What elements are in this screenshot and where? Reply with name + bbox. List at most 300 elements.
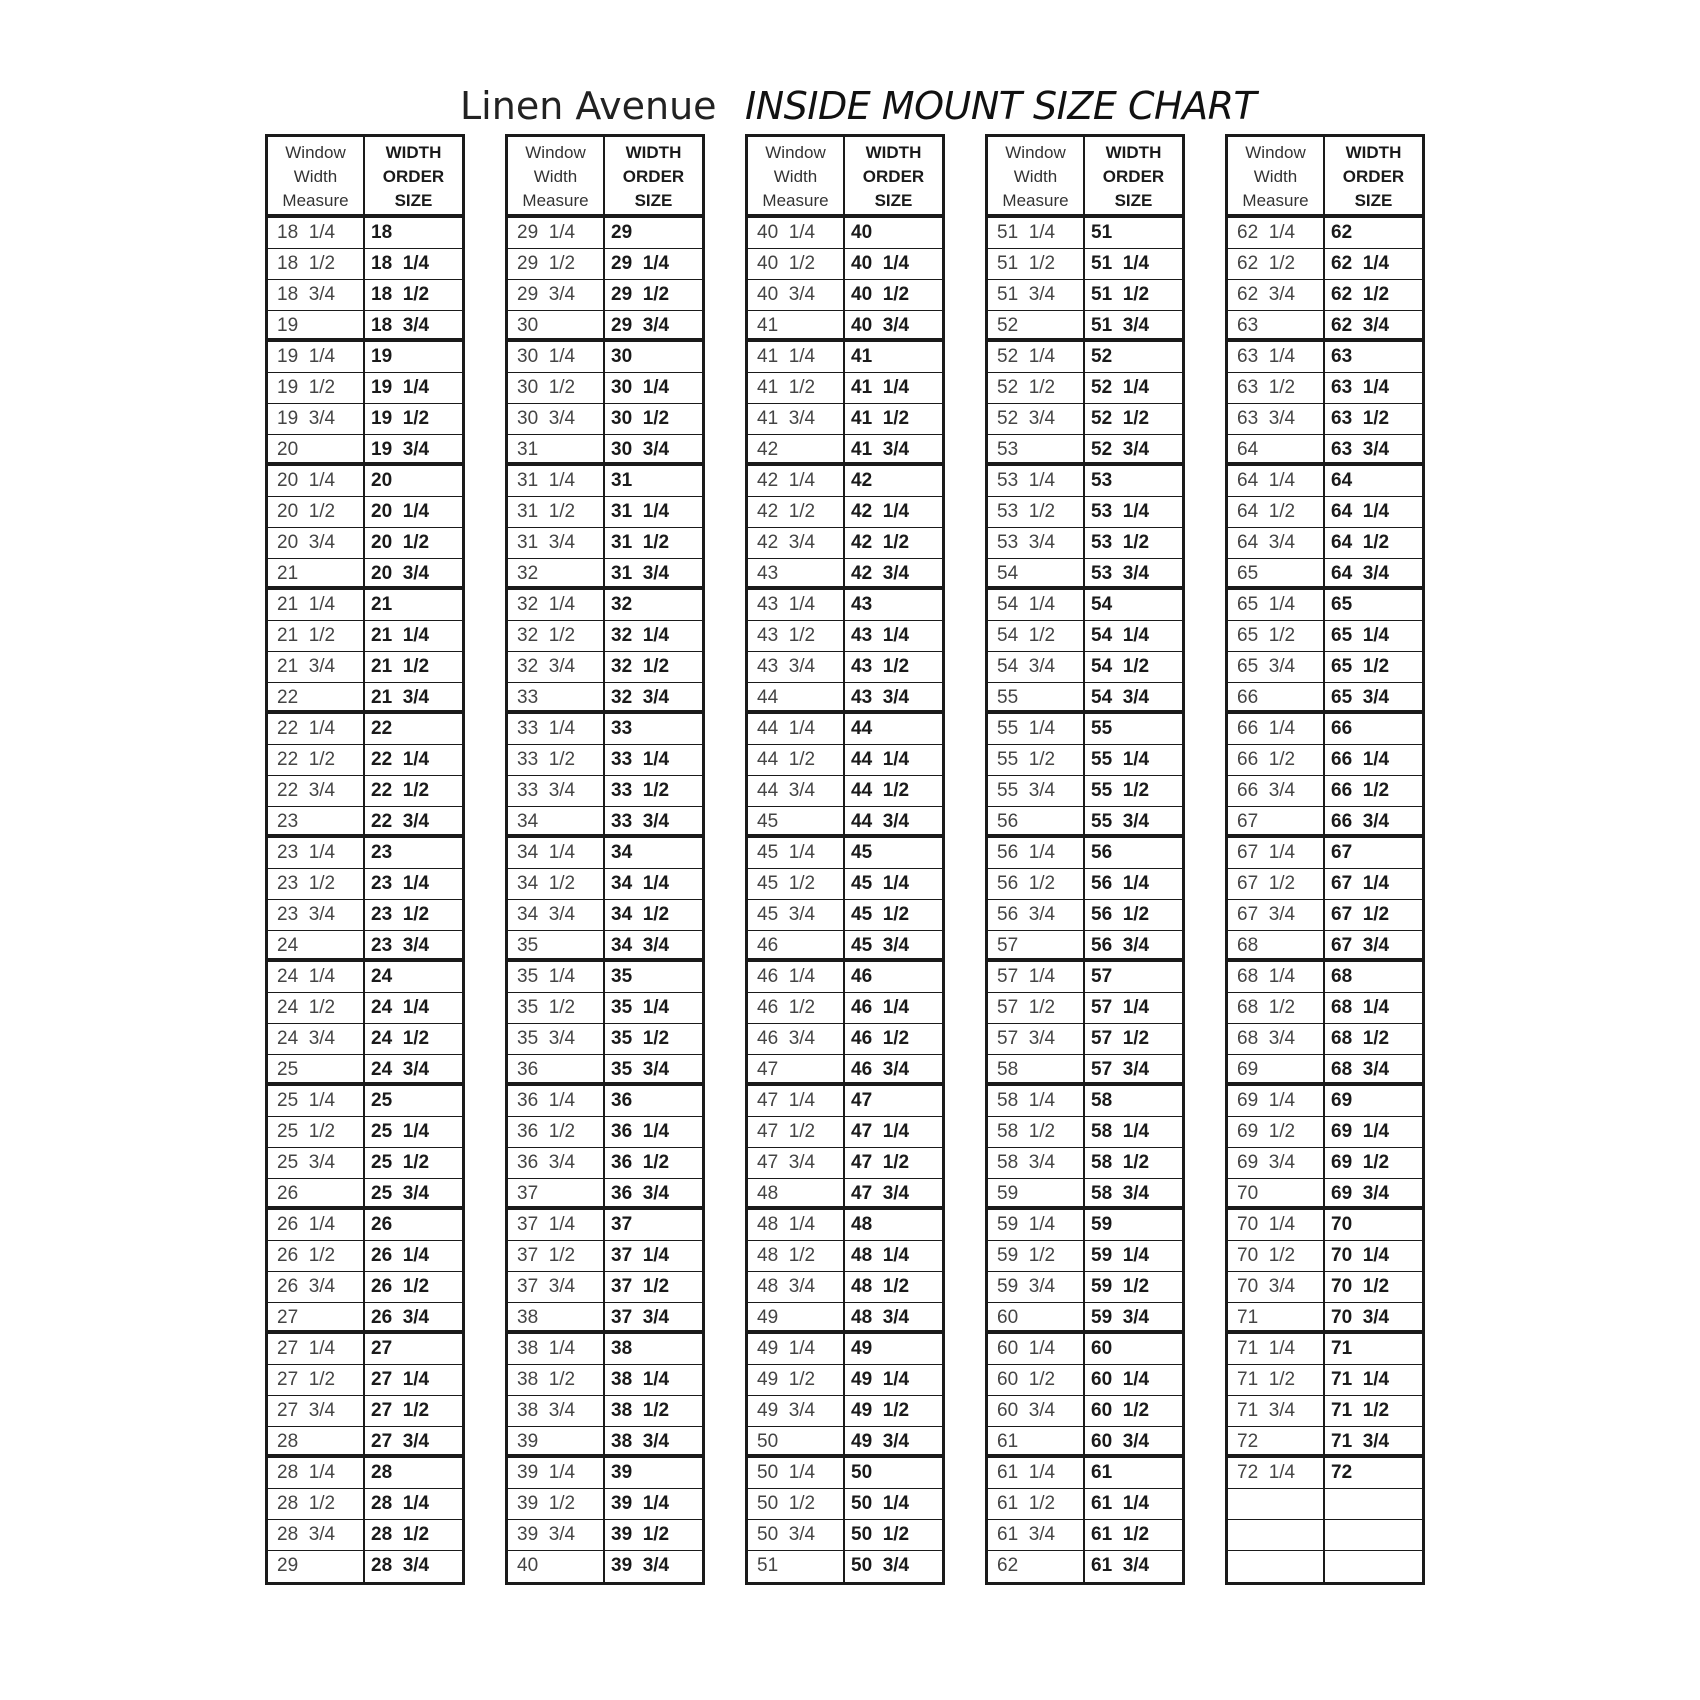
width-order-size-cell: 62 1/4: [1331, 253, 1390, 274]
window-width-measure-cell: 40: [508, 1551, 605, 1582]
window-width-measure-cell: 63 1/4: [1228, 342, 1325, 372]
width-order-size-cell: 61 1/2: [1091, 1524, 1150, 1545]
width-order-size-cell: 47 3/4: [851, 1183, 910, 1204]
window-width-measure-cell: 29 1/2: [508, 249, 605, 279]
table-row: [988, 1365, 1182, 1396]
width-order-size-cell: 27 1/4: [371, 1369, 430, 1390]
width-order-size-cell: 22 3/4: [371, 811, 430, 832]
width-order-size-cell: 45 3/4: [851, 935, 910, 956]
table-row: [268, 683, 462, 714]
table-row: [988, 342, 1182, 373]
window-width-measure-cell: 66: [1228, 683, 1325, 710]
window-width-measure-cell: 55 1/2: [988, 745, 1085, 775]
width-order-size-cell: 30 1/2: [611, 408, 670, 429]
table-row: [268, 466, 462, 497]
width-order-size-cell: 59 1/4: [1091, 1245, 1150, 1266]
table-row: [508, 404, 702, 435]
width-order-size-cell: 37 1/4: [611, 1245, 670, 1266]
width-order-size-cell: 24 1/2: [371, 1028, 430, 1049]
table-row: [508, 962, 702, 993]
window-width-measure-cell: 23 1/4: [268, 838, 365, 868]
table-row: [268, 807, 462, 838]
chart-title-bar: [0, 84, 1700, 134]
width-order-size-cell: 69 1/2: [1331, 1152, 1390, 1173]
table-row: [1228, 1024, 1422, 1055]
window-width-measure-cell: 31: [508, 435, 605, 462]
window-width-measure-cell: 24: [268, 931, 365, 958]
window-width-measure-cell: 39 1/2: [508, 1489, 605, 1519]
table-row: [268, 497, 462, 528]
table-row: [988, 776, 1182, 807]
width-order-size-cell: 30: [611, 346, 633, 367]
width-order-size-cell: 25 3/4: [371, 1183, 430, 1204]
width-order-size-cell: 39 1/4: [611, 1493, 670, 1514]
width-order-size-cell: 71 3/4: [1331, 1431, 1390, 1452]
width-order-size-cell: 28 1/2: [371, 1524, 430, 1545]
table-row: [508, 1520, 702, 1551]
table-row: [268, 342, 462, 373]
table-row: [988, 621, 1182, 652]
width-order-size-cell: 52 3/4: [1091, 439, 1150, 460]
window-width-measure-cell: 37 1/2: [508, 1241, 605, 1271]
width-order-size-cell: 57 1/2: [1091, 1028, 1150, 1049]
table-row: [1228, 497, 1422, 528]
width-order-size-cell: 42 1/4: [851, 501, 910, 522]
window-width-measure-cell: 49 1/2: [748, 1365, 845, 1395]
width-order-size-cell: 34 1/2: [611, 904, 670, 925]
table-row: [508, 652, 702, 683]
table-row: [1228, 1520, 1422, 1551]
width-order-size-cell: 55 1/4: [1091, 749, 1150, 770]
width-order-size-cell: 53 1/2: [1091, 532, 1150, 553]
window-width-measure-cell: 18 1/2: [268, 249, 365, 279]
table-row: [748, 869, 942, 900]
window-width-measure-cell: 58 3/4: [988, 1148, 1085, 1178]
table-row: [268, 1179, 462, 1210]
window-width-measure-cell: 29: [268, 1551, 365, 1582]
table-row: [1228, 435, 1422, 466]
window-width-measure-cell: 66 3/4: [1228, 776, 1325, 806]
header-line: WIDTH: [865, 143, 922, 162]
window-width-measure-cell: 42 1/2: [748, 497, 845, 527]
table-row: [508, 931, 702, 962]
table-header: [988, 137, 1182, 218]
width-order-size-cell: 34 1/4: [611, 873, 670, 894]
width-order-size-cell: 63 1/4: [1331, 377, 1390, 398]
window-width-measure-header: [1228, 137, 1325, 214]
table-row: [268, 745, 462, 776]
table-row: [988, 311, 1182, 342]
width-order-size-cell: 64 3/4: [1331, 563, 1390, 584]
width-order-size-cell: 66 1/2: [1331, 780, 1390, 801]
width-order-size-cell: 27: [371, 1338, 393, 1359]
table-row: [748, 714, 942, 745]
table-row: [268, 1117, 462, 1148]
window-width-measure-cell: 41: [748, 311, 845, 338]
width-order-size-cell: 20 1/4: [371, 501, 430, 522]
window-width-measure-cell: 40 1/4: [748, 218, 845, 248]
table-row: [268, 1396, 462, 1427]
window-width-measure-cell: 71 3/4: [1228, 1396, 1325, 1426]
width-order-size-cell: 63 3/4: [1331, 439, 1390, 460]
width-order-size-cell: 57: [1091, 966, 1113, 987]
window-width-measure-cell: 60 1/4: [988, 1334, 1085, 1364]
window-width-measure-cell: 53 3/4: [988, 528, 1085, 558]
width-order-size-cell: 31 1/4: [611, 501, 670, 522]
window-width-measure-cell: 68 1/2: [1228, 993, 1325, 1023]
table-header: [268, 137, 462, 218]
table-row: [988, 869, 1182, 900]
table-row: [508, 869, 702, 900]
table-row: [748, 280, 942, 311]
window-width-measure-cell: 59 3/4: [988, 1272, 1085, 1302]
width-order-size-cell: 18: [371, 222, 393, 243]
width-order-size-header: [1085, 137, 1182, 214]
table-row: [748, 1458, 942, 1489]
width-order-size-cell: 19: [371, 346, 393, 367]
table-row: [1228, 807, 1422, 838]
width-order-size-cell: 56 1/4: [1091, 873, 1150, 894]
window-width-measure-cell: 26 1/2: [268, 1241, 365, 1271]
window-width-measure-cell: 56 1/4: [988, 838, 1085, 868]
width-order-size-cell: 37 3/4: [611, 1307, 670, 1328]
width-order-size-header: [1325, 137, 1422, 214]
width-order-size-cell: 45 1/4: [851, 873, 910, 894]
window-width-measure-cell: 46 1/4: [748, 962, 845, 992]
window-width-measure-cell: 50 1/4: [748, 1458, 845, 1488]
window-width-measure-cell: 33 3/4: [508, 776, 605, 806]
window-width-measure-cell: 32 1/2: [508, 621, 605, 651]
width-order-size-cell: 40 3/4: [851, 315, 910, 336]
window-width-measure-cell: 60 1/2: [988, 1365, 1085, 1395]
window-width-measure-cell: 64 3/4: [1228, 528, 1325, 558]
window-width-measure-cell: 61 3/4: [988, 1520, 1085, 1550]
table-row: [748, 1210, 942, 1241]
window-width-measure-cell: 20 1/2: [268, 497, 365, 527]
header-line: Window: [525, 143, 586, 162]
window-width-measure-cell: 23 3/4: [268, 900, 365, 930]
width-order-size-cell: 36: [611, 1090, 633, 1111]
window-width-measure-cell: 52: [988, 311, 1085, 338]
window-width-measure-cell: 51 1/2: [988, 249, 1085, 279]
window-width-measure-cell: 32 3/4: [508, 652, 605, 682]
table-row: [508, 1210, 702, 1241]
window-width-measure-cell: [1228, 1489, 1325, 1519]
width-order-size-cell: 32 3/4: [611, 687, 670, 708]
table-row: [988, 218, 1182, 249]
table-row: [748, 621, 942, 652]
window-width-measure-cell: 38 3/4: [508, 1396, 605, 1426]
width-order-size-cell: 49: [851, 1338, 873, 1359]
table-row: [748, 311, 942, 342]
window-width-measure-cell: 43 3/4: [748, 652, 845, 682]
header-line: Window: [1005, 143, 1066, 162]
width-order-size-cell: 51: [1091, 222, 1113, 243]
table-row: [988, 993, 1182, 1024]
width-order-size-cell: 47: [851, 1090, 873, 1111]
width-order-size-cell: 62: [1331, 222, 1353, 243]
table-row: [508, 993, 702, 1024]
window-width-measure-cell: 22 1/2: [268, 745, 365, 775]
table-row: [508, 311, 702, 342]
width-order-size-cell: 67 1/4: [1331, 873, 1390, 894]
width-order-size-cell: 30 1/4: [611, 377, 670, 398]
width-order-size-cell: 21: [371, 594, 393, 615]
window-width-measure-cell: 65 1/4: [1228, 590, 1325, 620]
window-width-measure-cell: 62 1/4: [1228, 218, 1325, 248]
header-line: ORDER: [1102, 167, 1165, 186]
table-row: [748, 1272, 942, 1303]
width-order-size-cell: 33: [611, 718, 633, 739]
window-width-measure-cell: 26 1/4: [268, 1210, 365, 1240]
table-row: [508, 590, 702, 621]
table-row: [1228, 900, 1422, 931]
width-order-size-cell: 19 1/2: [371, 408, 430, 429]
table-row: [988, 1551, 1182, 1582]
window-width-measure-cell: 69 1/2: [1228, 1117, 1325, 1147]
width-order-size-cell: 37 1/2: [611, 1276, 670, 1297]
table-row: [748, 931, 942, 962]
width-order-size-cell: 35 1/4: [611, 997, 670, 1018]
window-width-measure-cell: 48 3/4: [748, 1272, 845, 1302]
window-width-measure-cell: 30 1/2: [508, 373, 605, 403]
width-order-size-cell: 44 1/4: [851, 749, 910, 770]
table-row: [1228, 1458, 1422, 1489]
window-width-measure-cell: 31 3/4: [508, 528, 605, 558]
width-order-size-cell: 62 1/2: [1331, 284, 1390, 305]
window-width-measure-cell: 30: [508, 311, 605, 338]
width-order-size-cell: 50 3/4: [851, 1555, 910, 1576]
table-row: [748, 1148, 942, 1179]
window-width-measure-cell: 44 1/2: [748, 745, 845, 775]
window-width-measure-cell: 59 1/2: [988, 1241, 1085, 1271]
width-order-size-cell: 60 3/4: [1091, 1431, 1150, 1452]
table-row: [268, 1086, 462, 1117]
width-order-size-cell: 40 1/2: [851, 284, 910, 305]
width-order-size-cell: 25: [371, 1090, 393, 1111]
table-row: [508, 373, 702, 404]
size-table: [505, 134, 705, 1585]
window-width-measure-cell: 30 1/4: [508, 342, 605, 372]
width-order-size-cell: 35: [611, 966, 633, 987]
width-order-size-cell: 31: [611, 470, 633, 491]
width-order-size-cell: 55 1/2: [1091, 780, 1150, 801]
table-row: [988, 1520, 1182, 1551]
width-order-size-cell: 47 1/4: [851, 1121, 910, 1142]
table-row: [508, 714, 702, 745]
window-width-measure-cell: 20 1/4: [268, 466, 365, 496]
width-order-size-cell: 57 3/4: [1091, 1059, 1150, 1080]
table-row: [1228, 1334, 1422, 1365]
window-width-measure-cell: 25: [268, 1055, 365, 1082]
width-order-size-cell: 64 1/4: [1331, 501, 1390, 522]
width-order-size-cell: 40: [851, 222, 873, 243]
table-row: [268, 1055, 462, 1086]
width-order-size-cell: 57 1/4: [1091, 997, 1150, 1018]
table-row: [508, 466, 702, 497]
window-width-measure-cell: 62 3/4: [1228, 280, 1325, 310]
width-order-size-header: [365, 137, 462, 214]
width-order-size-cell: 58: [1091, 1090, 1113, 1111]
width-order-size-cell: 70 3/4: [1331, 1307, 1390, 1328]
table-row: [1228, 1427, 1422, 1458]
width-order-size-cell: 35 3/4: [611, 1059, 670, 1080]
width-order-size-cell: 41: [851, 346, 873, 367]
window-width-measure-cell: 29 1/4: [508, 218, 605, 248]
table-row: [268, 621, 462, 652]
window-width-measure-cell: 61 1/2: [988, 1489, 1085, 1519]
window-width-measure-cell: 60 3/4: [988, 1396, 1085, 1426]
window-width-measure-cell: 58: [988, 1055, 1085, 1082]
window-width-measure-cell: 47 1/4: [748, 1086, 845, 1116]
window-width-measure-cell: 70 3/4: [1228, 1272, 1325, 1302]
width-order-size-cell: 21 1/4: [371, 625, 430, 646]
table-row: [988, 1148, 1182, 1179]
width-order-size-cell: 60 1/4: [1091, 1369, 1150, 1390]
table-row: [1228, 1551, 1422, 1582]
table-row: [748, 404, 942, 435]
window-width-measure-cell: 45 3/4: [748, 900, 845, 930]
window-width-measure-cell: [1228, 1520, 1325, 1550]
width-order-size-cell: 38 3/4: [611, 1431, 670, 1452]
window-width-measure-cell: 48: [748, 1179, 845, 1206]
table-row: [988, 683, 1182, 714]
width-order-size-cell: 59 3/4: [1091, 1307, 1150, 1328]
window-width-measure-cell: 28 3/4: [268, 1520, 365, 1550]
table-row: [748, 466, 942, 497]
width-order-size-cell: 54: [1091, 594, 1113, 615]
window-width-measure-cell: 62 1/2: [1228, 249, 1325, 279]
window-width-measure-cell: 71: [1228, 1303, 1325, 1330]
window-width-measure-cell: 50: [748, 1427, 845, 1454]
width-order-size-cell: 64 1/2: [1331, 532, 1390, 553]
header-line: WIDTH: [1345, 143, 1402, 162]
width-order-size-cell: 36 3/4: [611, 1183, 670, 1204]
width-order-size-cell: 43 1/2: [851, 656, 910, 677]
window-width-measure-cell: 22: [268, 683, 365, 710]
width-order-size-cell: 44 1/2: [851, 780, 910, 801]
width-order-size-cell: 22 1/4: [371, 749, 430, 770]
table-row: [988, 466, 1182, 497]
window-width-measure-cell: 66 1/4: [1228, 714, 1325, 744]
size-table: [745, 134, 945, 1585]
width-order-size-cell: 67 3/4: [1331, 935, 1390, 956]
window-width-measure-cell: 34 1/2: [508, 869, 605, 899]
table-row: [988, 931, 1182, 962]
table-row: [508, 807, 702, 838]
width-order-size-cell: 56: [1091, 842, 1113, 863]
header-line: SIZE: [1114, 191, 1153, 210]
window-width-measure-cell: 52 3/4: [988, 404, 1085, 434]
window-width-measure-cell: 27 1/4: [268, 1334, 365, 1364]
window-width-measure-cell: 38 1/4: [508, 1334, 605, 1364]
window-width-measure-cell: 59 1/4: [988, 1210, 1085, 1240]
header-line: Measure: [282, 191, 349, 210]
width-order-size-cell: 18 1/4: [371, 253, 430, 274]
window-width-measure-cell: 53: [988, 435, 1085, 462]
table-row: [508, 528, 702, 559]
table-row: [988, 714, 1182, 745]
window-width-measure-cell: 50 1/2: [748, 1489, 845, 1519]
table-row: [1228, 683, 1422, 714]
window-width-measure-cell: 69 3/4: [1228, 1148, 1325, 1178]
window-width-measure-cell: 34 1/4: [508, 838, 605, 868]
window-width-measure-cell: 19 1/2: [268, 373, 365, 403]
width-order-size-cell: 46 1/2: [851, 1028, 910, 1049]
table-row: [1228, 621, 1422, 652]
header-line: ORDER: [622, 167, 685, 186]
width-order-size-cell: 61: [1091, 1462, 1113, 1483]
window-width-measure-cell: 21 3/4: [268, 652, 365, 682]
table-row: [988, 962, 1182, 993]
width-order-size-cell: 53 1/4: [1091, 501, 1150, 522]
window-width-measure-cell: 20: [268, 435, 365, 462]
window-width-measure-cell: 60: [988, 1303, 1085, 1330]
header-line: ORDER: [862, 167, 925, 186]
window-width-measure-cell: 52 1/2: [988, 373, 1085, 403]
table-row: [268, 900, 462, 931]
table-row: [1228, 1148, 1422, 1179]
width-order-size-cell: 49 3/4: [851, 1431, 910, 1452]
window-width-measure-cell: 47: [748, 1055, 845, 1082]
width-order-size-cell: 67 1/2: [1331, 904, 1390, 925]
width-order-size-cell: 40 1/4: [851, 253, 910, 274]
width-order-size-cell: 26: [371, 1214, 393, 1235]
table-row: [748, 528, 942, 559]
table-row: [1228, 249, 1422, 280]
table-row: [988, 590, 1182, 621]
table-row: [268, 1551, 462, 1582]
width-order-size-cell: 18 1/2: [371, 284, 430, 305]
window-width-measure-cell: 46 3/4: [748, 1024, 845, 1054]
window-width-measure-cell: 33: [508, 683, 605, 710]
table-row: [748, 1365, 942, 1396]
window-width-measure-cell: 67: [1228, 807, 1325, 834]
table-row: [1228, 1210, 1422, 1241]
width-order-size-cell: 51 3/4: [1091, 315, 1150, 336]
window-width-measure-cell: 42 3/4: [748, 528, 845, 558]
header-line: SIZE: [1354, 191, 1393, 210]
table-row: [748, 1489, 942, 1520]
table-row: [748, 1179, 942, 1210]
width-order-size-cell: 32: [611, 594, 633, 615]
header-line: Width: [293, 167, 338, 186]
width-order-size-cell: 48 3/4: [851, 1307, 910, 1328]
header-line: Measure: [1242, 191, 1309, 210]
window-width-measure-cell: 40 1/2: [748, 249, 845, 279]
window-width-measure-cell: 34: [508, 807, 605, 834]
window-width-measure-cell: 28 1/2: [268, 1489, 365, 1519]
width-order-size-cell: 43 3/4: [851, 687, 910, 708]
header-line: Width: [773, 167, 818, 186]
width-order-size-cell: 35 1/2: [611, 1028, 670, 1049]
window-width-measure-cell: 19 1/4: [268, 342, 365, 372]
width-order-size-cell: 52: [1091, 346, 1113, 367]
window-width-measure-cell: 62: [988, 1551, 1085, 1582]
header-line: WIDTH: [385, 143, 442, 162]
table-row: [268, 1241, 462, 1272]
window-width-measure-cell: 58 1/4: [988, 1086, 1085, 1116]
width-order-size-cell: 68 1/2: [1331, 1028, 1390, 1049]
window-width-measure-cell: 72: [1228, 1427, 1325, 1454]
window-width-measure-cell: 39 1/4: [508, 1458, 605, 1488]
table-row: [988, 1272, 1182, 1303]
table-row: [268, 311, 462, 342]
width-order-size-cell: 37: [611, 1214, 633, 1235]
table-row: [748, 652, 942, 683]
table-row: [1228, 1272, 1422, 1303]
window-width-measure-cell: 43 1/2: [748, 621, 845, 651]
